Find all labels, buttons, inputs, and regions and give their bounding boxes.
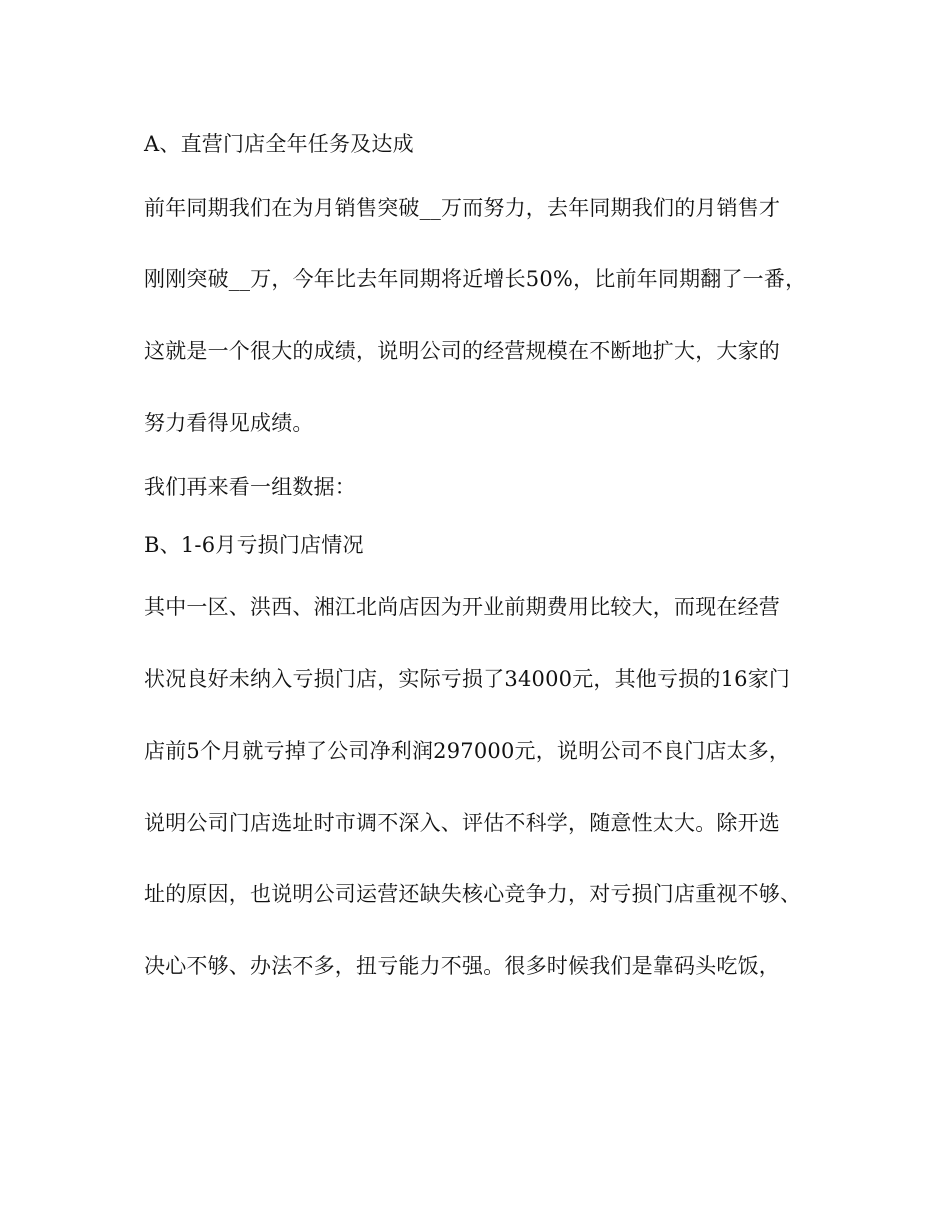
paragraph-line: 址的原因，也说明公司运营还缺失核心竞争力，对亏损门店重视不够、 [144, 882, 802, 906]
paragraph-line: 决心不够、办法不多，扭亏能力不强。很多时候我们是靠码头吃饭， [144, 954, 780, 978]
paragraph-line: 说明公司门店选址时市调不深入、评估不科学，随意性太大。除开选 [144, 811, 780, 835]
paragraph-line: 店前5个月就亏掉了公司净利润297000元，说明公司不良门店太多， [144, 739, 791, 763]
section-heading-b: B、1-6月亏损门店情况 [144, 533, 364, 557]
paragraph-line: 其中一区、洪西、湘江北尚店因为开业前期费用比较大，而现在经营 [144, 595, 780, 619]
paragraph-line: 这就是一个很大的成绩，说明公司的经营规模在不断地扩大，大家的 [144, 339, 780, 363]
paragraph-line: 我们再来看一组数据： [144, 475, 356, 499]
paragraph-line: 状况良好未纳入亏损门店，实际亏损了34000元，其他亏损的16家门 [144, 667, 791, 691]
section-heading-a: A、直营门店全年任务及达成 [144, 132, 414, 156]
paragraph-line: 刚刚突破__万，今年比去年同期将近增长50%，比前年同期翻了一番， [144, 267, 807, 291]
paragraph-line: 努力看得见成绩。 [144, 411, 314, 435]
paragraph-line: 前年同期我们在为月销售突破__万而努力，去年同期我们的月销售才 [144, 196, 781, 220]
